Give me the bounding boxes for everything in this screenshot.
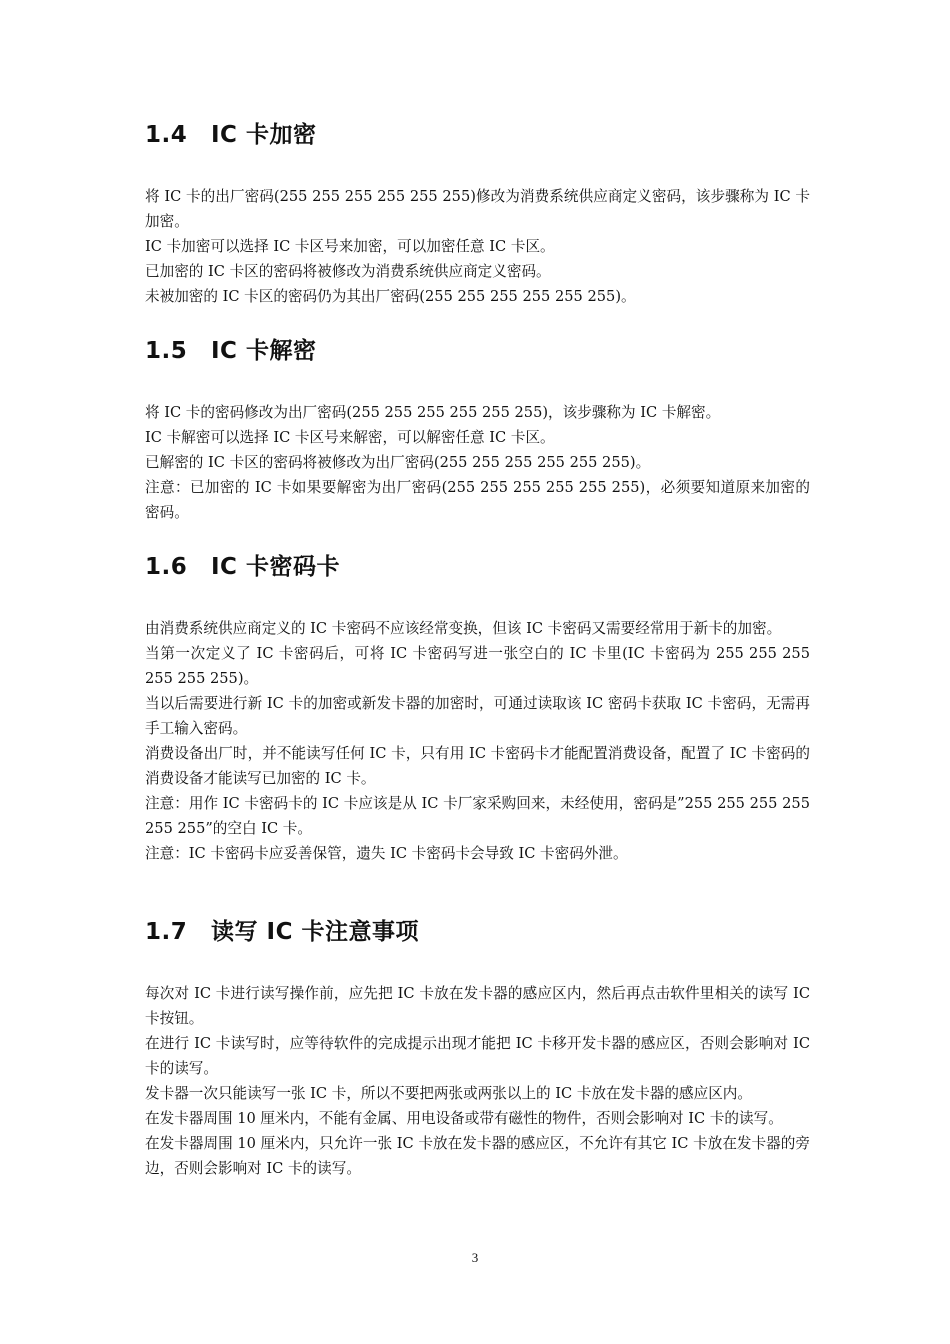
section-heading bbox=[145, 116, 810, 150]
section-number: 1.4 bbox=[145, 122, 188, 148]
paragraph: 在发卡器周围 10 厘米内，只允许一张 IC 卡放在发卡器的感应区，不允许有其它 IC 卡放在发卡器的旁边，否则会影响对 IC 卡的读写。 bbox=[145, 1135, 810, 1177]
page-number: 3 bbox=[471, 1250, 479, 1265]
section-ic-card-decryption bbox=[145, 332, 810, 525]
paragraph: 注意：IC 卡密码卡应妥善保管，遗失 IC 卡密码卡会导致 IC 卡密码外泄。 bbox=[145, 845, 628, 862]
paragraph: 未被加密的 IC 卡区的密码仍为其出厂密码(255 255 255 255 255 255)。 bbox=[145, 288, 636, 305]
paragraph: 当以后需要进行新 IC 卡的加密或新发卡器的加密时，可通过读取该 IC 密码卡获取 IC 卡密码，无需再手工输入密码。 bbox=[145, 695, 810, 737]
paragraph: 注意：用作 IC 卡密码卡的 IC 卡应该是从 IC 卡厂家采购回来，未经使用，密码是”255 255 255 255 255 255”的空白 IC 卡。 bbox=[145, 795, 810, 837]
paragraph: 已解密的 IC 卡区的密码将被修改为出厂密码(255 255 255 255 255 255)。 bbox=[145, 454, 651, 471]
paragraph: 已加密的 IC 卡区的密码将被修改为消费系统供应商定义密码。 bbox=[145, 263, 551, 280]
paragraph: 消费设备出厂时，并不能读写任何 IC 卡，只有用 IC 卡密码卡才能配置消费设备，配置了 IC 卡密码的消费设备才能读写已加密的 IC 卡。 bbox=[145, 745, 810, 787]
section-ic-password-card bbox=[145, 548, 810, 866]
section-number: 1.6 bbox=[145, 554, 188, 580]
section-number: 1.7 bbox=[145, 919, 188, 945]
paragraph: IC 卡加密可以选择 IC 卡区号来加密，可以加密任意 IC 卡区。 bbox=[145, 238, 555, 255]
paragraph: 将 IC 卡的密码修改为出厂密码(255 255 255 255 255 255)，该步骤称为 IC 卡解密。 bbox=[145, 404, 721, 421]
paragraph: 由消费系统供应商定义的 IC 卡密码不应该经常变换，但该 IC 卡密码又需要经常用于新卡的加密。 bbox=[145, 620, 782, 637]
paragraph: 当第一次定义了 IC 卡密码后，可将 IC 卡密码写进一张空白的 IC 卡里(IC 卡密码为 255 255 255 255 255 255)。 bbox=[145, 645, 810, 687]
section-body bbox=[145, 981, 810, 1181]
section-title: IC 卡加密 bbox=[211, 122, 317, 148]
section-read-write-notes bbox=[145, 913, 810, 1181]
section-ic-card-encryption bbox=[145, 116, 810, 309]
paragraph: 将 IC 卡的出厂密码(255 255 255 255 255 255)修改为消费系统供应商定义密码，该步骤称为 IC 卡加密。 bbox=[145, 188, 810, 230]
section-title: IC 卡密码卡 bbox=[211, 554, 340, 580]
paragraph: 在发卡器周围 10 厘米内，不能有金属、用电设备或带有磁性的物件，否则会影响对 IC 卡的读写。 bbox=[145, 1110, 783, 1127]
section-body bbox=[145, 616, 810, 866]
section-title: 读写 IC 卡注意事项 bbox=[211, 919, 419, 945]
section-heading bbox=[145, 548, 810, 582]
section-number: 1.5 bbox=[145, 338, 188, 364]
paragraph: 注意：已加密的 IC 卡如果要解密为出厂密码(255 255 255 255 255 255)，必须要知道原来加密的密码。 bbox=[145, 479, 810, 521]
section-heading bbox=[145, 913, 810, 947]
section-body bbox=[145, 184, 810, 309]
paragraph: 每次对 IC 卡进行读写操作前，应先把 IC 卡放在发卡器的感应区内，然后再点击软件里相关的读写 IC 卡按钮。 bbox=[145, 985, 810, 1027]
section-heading bbox=[145, 332, 810, 366]
section-title: IC 卡解密 bbox=[211, 338, 317, 364]
paragraph: IC 卡解密可以选择 IC 卡区号来解密，可以解密任意 IC 卡区。 bbox=[145, 429, 555, 446]
paragraph: 在进行 IC 卡读写时，应等待软件的完成提示出现才能把 IC 卡移开发卡器的感应区，否则会影响对 IC 卡的读写。 bbox=[145, 1035, 810, 1077]
section-body bbox=[145, 400, 810, 525]
paragraph: 发卡器一次只能读写一张 IC 卡，所以不要把两张或两张以上的 IC 卡放在发卡器的感应区内。 bbox=[145, 1085, 752, 1102]
